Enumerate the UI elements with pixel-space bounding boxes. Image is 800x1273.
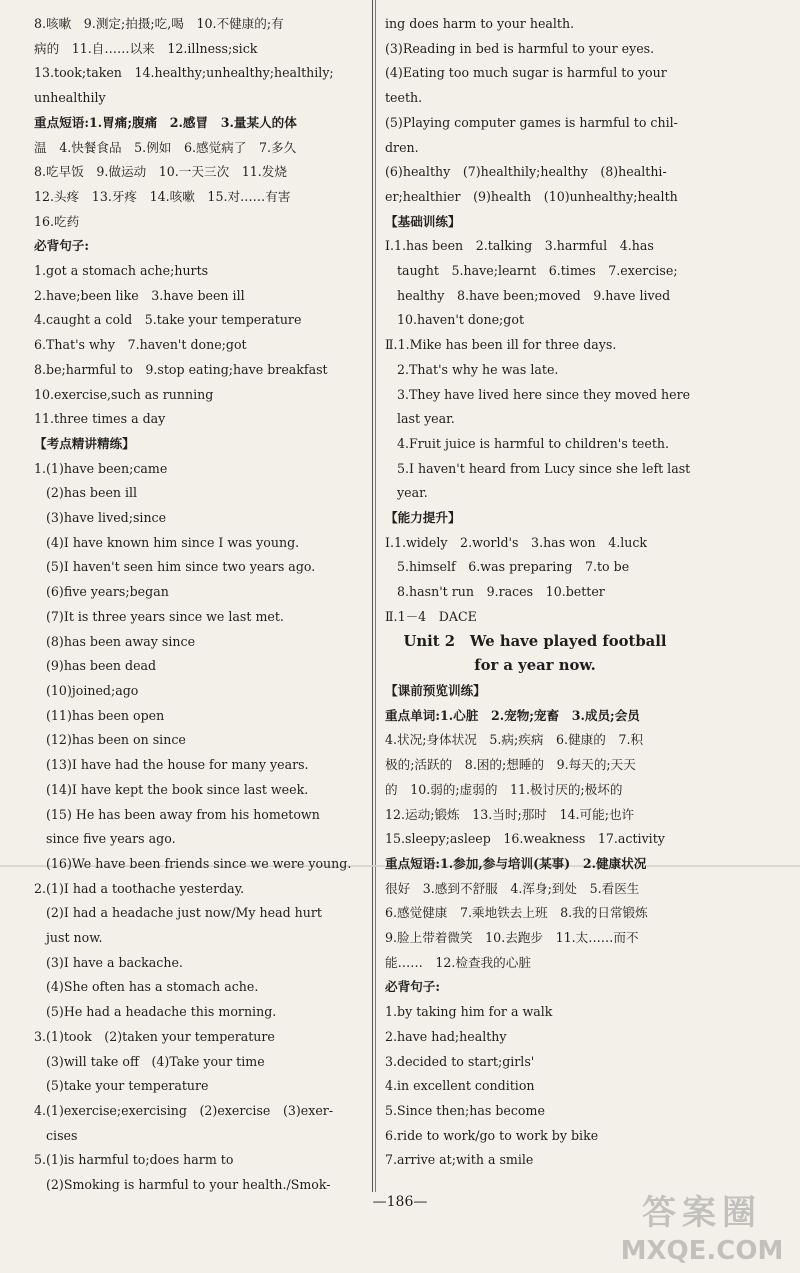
answer-line: 2.That's why he was late.: [397, 361, 559, 377]
answer-line: (5)take your temperature: [46, 1078, 209, 1094]
answer-line: 1.by taking him for a walk: [385, 1004, 553, 1020]
answer-line: (6)five years;began: [46, 584, 169, 600]
answer-line: 2.have;been like 3.have been ill: [34, 287, 245, 303]
watermark: [612, 1188, 792, 1268]
answer-line: 10.exercise,such as running: [34, 386, 214, 402]
answer-line: (5)I haven't seen him since two years ago.: [46, 559, 316, 575]
section-heading: 重点单词:1.心脏 2.宠物;宠畜 3.成员;会员: [385, 707, 640, 723]
answer-line: 4.caught a cold 5.take your temperature: [34, 312, 302, 328]
answer-line: (4)I have known him since I was young.: [46, 534, 300, 550]
answer-line: Ⅱ.1－4 DACE: [385, 608, 477, 624]
answer-line: 8.吃早饭 9.做运动 10.一天三次 11.发烧: [34, 164, 287, 180]
answer-line: 16.吃药: [34, 213, 80, 229]
answer-line: 10.haven't done;got: [397, 312, 525, 328]
answer-line: 很好 3.感到不舒服 4.浑身;到处 5.看医生: [385, 880, 640, 896]
answer-line: (2)has been ill: [46, 485, 138, 501]
answer-line: (8)has been away since: [46, 633, 196, 649]
answer-line: taught 5.have;learnt 6.times 7.exercise;: [397, 263, 678, 279]
answer-line: (14)I have kept the book since last week.: [46, 781, 309, 797]
section-heading: 【基础训练】: [385, 213, 461, 229]
answer-line: (3)will take off (4)Take your time: [46, 1053, 265, 1069]
answer-line: 7.arrive at;with a smile: [385, 1152, 534, 1168]
answer-line: (3)have lived;since: [46, 510, 167, 526]
page-number: —186—: [372, 1194, 428, 1210]
answer-line: (2)Smoking is harmful to your health./Smok-: [46, 1177, 331, 1193]
answer-line: 4.Fruit juice is harmful to children's teeth.: [397, 435, 669, 451]
watermark-url: MXQE.COM: [620, 1236, 784, 1266]
answer-line: (5)Playing computer games is harmful to chil-: [385, 114, 678, 130]
answer-line: 4.in excellent condition: [385, 1078, 535, 1094]
answer-line: 9.脸上带着微笑 10.去跑步 11.太……而不: [385, 930, 639, 946]
answer-line: (7)It is three years since we last met.: [46, 608, 284, 624]
answer-line: Ⅰ.1.widely 2.world's 3.has won 4.luck: [385, 534, 648, 550]
answer-line: 极的;活跃的 8.困的;想睡的 9.每天的;天天: [385, 757, 636, 773]
answer-line: just now.: [46, 930, 103, 946]
answer-line: healthy 8.have been;moved 9.have lived: [397, 287, 671, 303]
answer-line: (4)Eating too much sugar is harmful to your: [385, 65, 667, 81]
answer-line: 的 10.弱的;虚弱的 11.极讨厌的;极坏的: [385, 781, 623, 797]
answer-line: (13)I have had the house for many years.: [46, 757, 309, 773]
answer-line: cises: [46, 1127, 78, 1143]
section-heading: 【考点精讲精练】: [34, 435, 135, 451]
watermark-logo: 答案圈: [642, 1193, 762, 1233]
answer-line: 13.took;taken 14.healthy;unhealthy;healthily;: [34, 65, 334, 81]
right-column: [385, 12, 700, 1173]
answer-line: 5.himself 6.was preparing 7.to be: [397, 559, 630, 575]
section-heading: 必背句子:: [385, 979, 441, 995]
answer-line: (4)She often has a stomach ache.: [46, 979, 259, 995]
answer-line: er;healthier (9)health (10)unhealthy;health: [385, 188, 678, 204]
answer-line: year.: [397, 485, 428, 501]
answer-line: (6)healthy (7)healthily;healthy (8)healthi-: [385, 164, 667, 180]
answer-line: (3)Reading in bed is harmful to your eyes.: [385, 40, 655, 56]
answer-line: (15) He has been away from his hometown: [46, 806, 320, 822]
answer-line: (5)He had a headache this morning.: [46, 1004, 277, 1020]
answer-line: 5.I haven't heard from Lucy since she left last: [397, 460, 691, 476]
answer-line: (12)has been on since: [46, 732, 186, 748]
answer-line: teeth.: [385, 90, 423, 106]
answer-line: dren.: [385, 139, 419, 155]
answer-line: 8.be;harmful to 9.stop eating;have breakfast: [34, 361, 328, 377]
answer-line: 病的 11.自……以来 12.illness;sick: [34, 40, 258, 56]
answer-line: 温 4.快餐食品 5.例如 6.感觉病了 7.多久: [34, 139, 297, 155]
left-column: [34, 12, 364, 1198]
answer-line: 12.头疼 13.牙疼 14.咳嗽 15.对……有害: [34, 188, 291, 204]
answer-line: since five years ago.: [46, 831, 176, 847]
answer-line: 4.状况;身体状况 5.病;疾病 6.健康的 7.积: [385, 732, 644, 748]
answer-line: (3)I have a backache.: [46, 954, 183, 970]
answer-line: 11.three times a day: [34, 411, 166, 427]
answer-line: 1.(1)have been;came: [34, 460, 168, 476]
unit-title: Unit 2 We have played football: [403, 632, 667, 650]
answer-line: (16)We have been friends since we were young.: [46, 855, 352, 871]
answer-line: last year.: [397, 411, 455, 427]
section-heading: 【课前预览训练】: [385, 682, 486, 698]
answer-line: (10)joined;ago: [46, 682, 139, 698]
answer-line: 能…… 12.检查我的心脏: [385, 954, 531, 970]
column-divider: [372, 0, 373, 1192]
section-heading: 【能力提升】: [385, 510, 461, 526]
answer-line: 8.咳嗽 9.测定;拍摄;吃,喝 10.不健康的;有: [34, 16, 284, 31]
unit-title: for a year now.: [474, 657, 596, 675]
answer-line: 6.That's why 7.haven't done;got: [34, 337, 247, 353]
section-heading: 必背句子:: [34, 238, 90, 254]
answer-line: 3.(1)took (2)taken your temperature: [34, 1028, 275, 1044]
answer-line: 5.Since then;has become: [385, 1102, 545, 1118]
answer-line: 2.(1)I had a toothache yesterday.: [34, 880, 245, 896]
answer-line: 2.have had;healthy: [385, 1028, 507, 1044]
section-heading: 重点短语:1.参加,参与培训(某事) 2.健康状况: [385, 855, 647, 871]
answer-line: 6.感觉健康 7.乘地铁去上班 8.我的日常锻炼: [385, 905, 648, 921]
answer-line: 6.ride to work/go to work by bike: [385, 1127, 599, 1143]
answer-line: 3.decided to start;girls': [385, 1053, 535, 1069]
answer-line: (11)has been open: [46, 707, 165, 723]
section-heading: 重点短语:1.胃痛;腹痛 2.感冒 3.量某人的体: [34, 114, 297, 130]
answer-line: Ⅱ.1.Mike has been ill for three days.: [385, 337, 617, 353]
answer-line: 12.运动;锻炼 13.当时;那时 14.可能;也许: [385, 806, 635, 822]
answer-line: (9)has been dead: [46, 658, 157, 674]
answer-line: 1.got a stomach ache;hurts: [34, 263, 209, 279]
answer-line: unhealthily: [34, 90, 106, 106]
answer-line: Ⅰ.1.has been 2.talking 3.harmful 4.has: [385, 238, 654, 254]
answer-line: 15.sleepy;asleep 16.weakness 17.activity: [385, 831, 665, 847]
answer-line: 3.They have lived here since they moved here: [397, 386, 691, 402]
answer-line: 5.(1)is harmful to;does harm to: [34, 1152, 234, 1168]
answer-line: ing does harm to your health.: [385, 16, 575, 31]
answer-line: 8.hasn't run 9.races 10.better: [397, 584, 605, 600]
answer-line: 4.(1)exercise;exercising (2)exercise (3)exer-: [34, 1102, 334, 1118]
column-divider-inner: [375, 0, 376, 1192]
answer-line: (2)I had a headache just now/My head hurt: [46, 905, 322, 921]
